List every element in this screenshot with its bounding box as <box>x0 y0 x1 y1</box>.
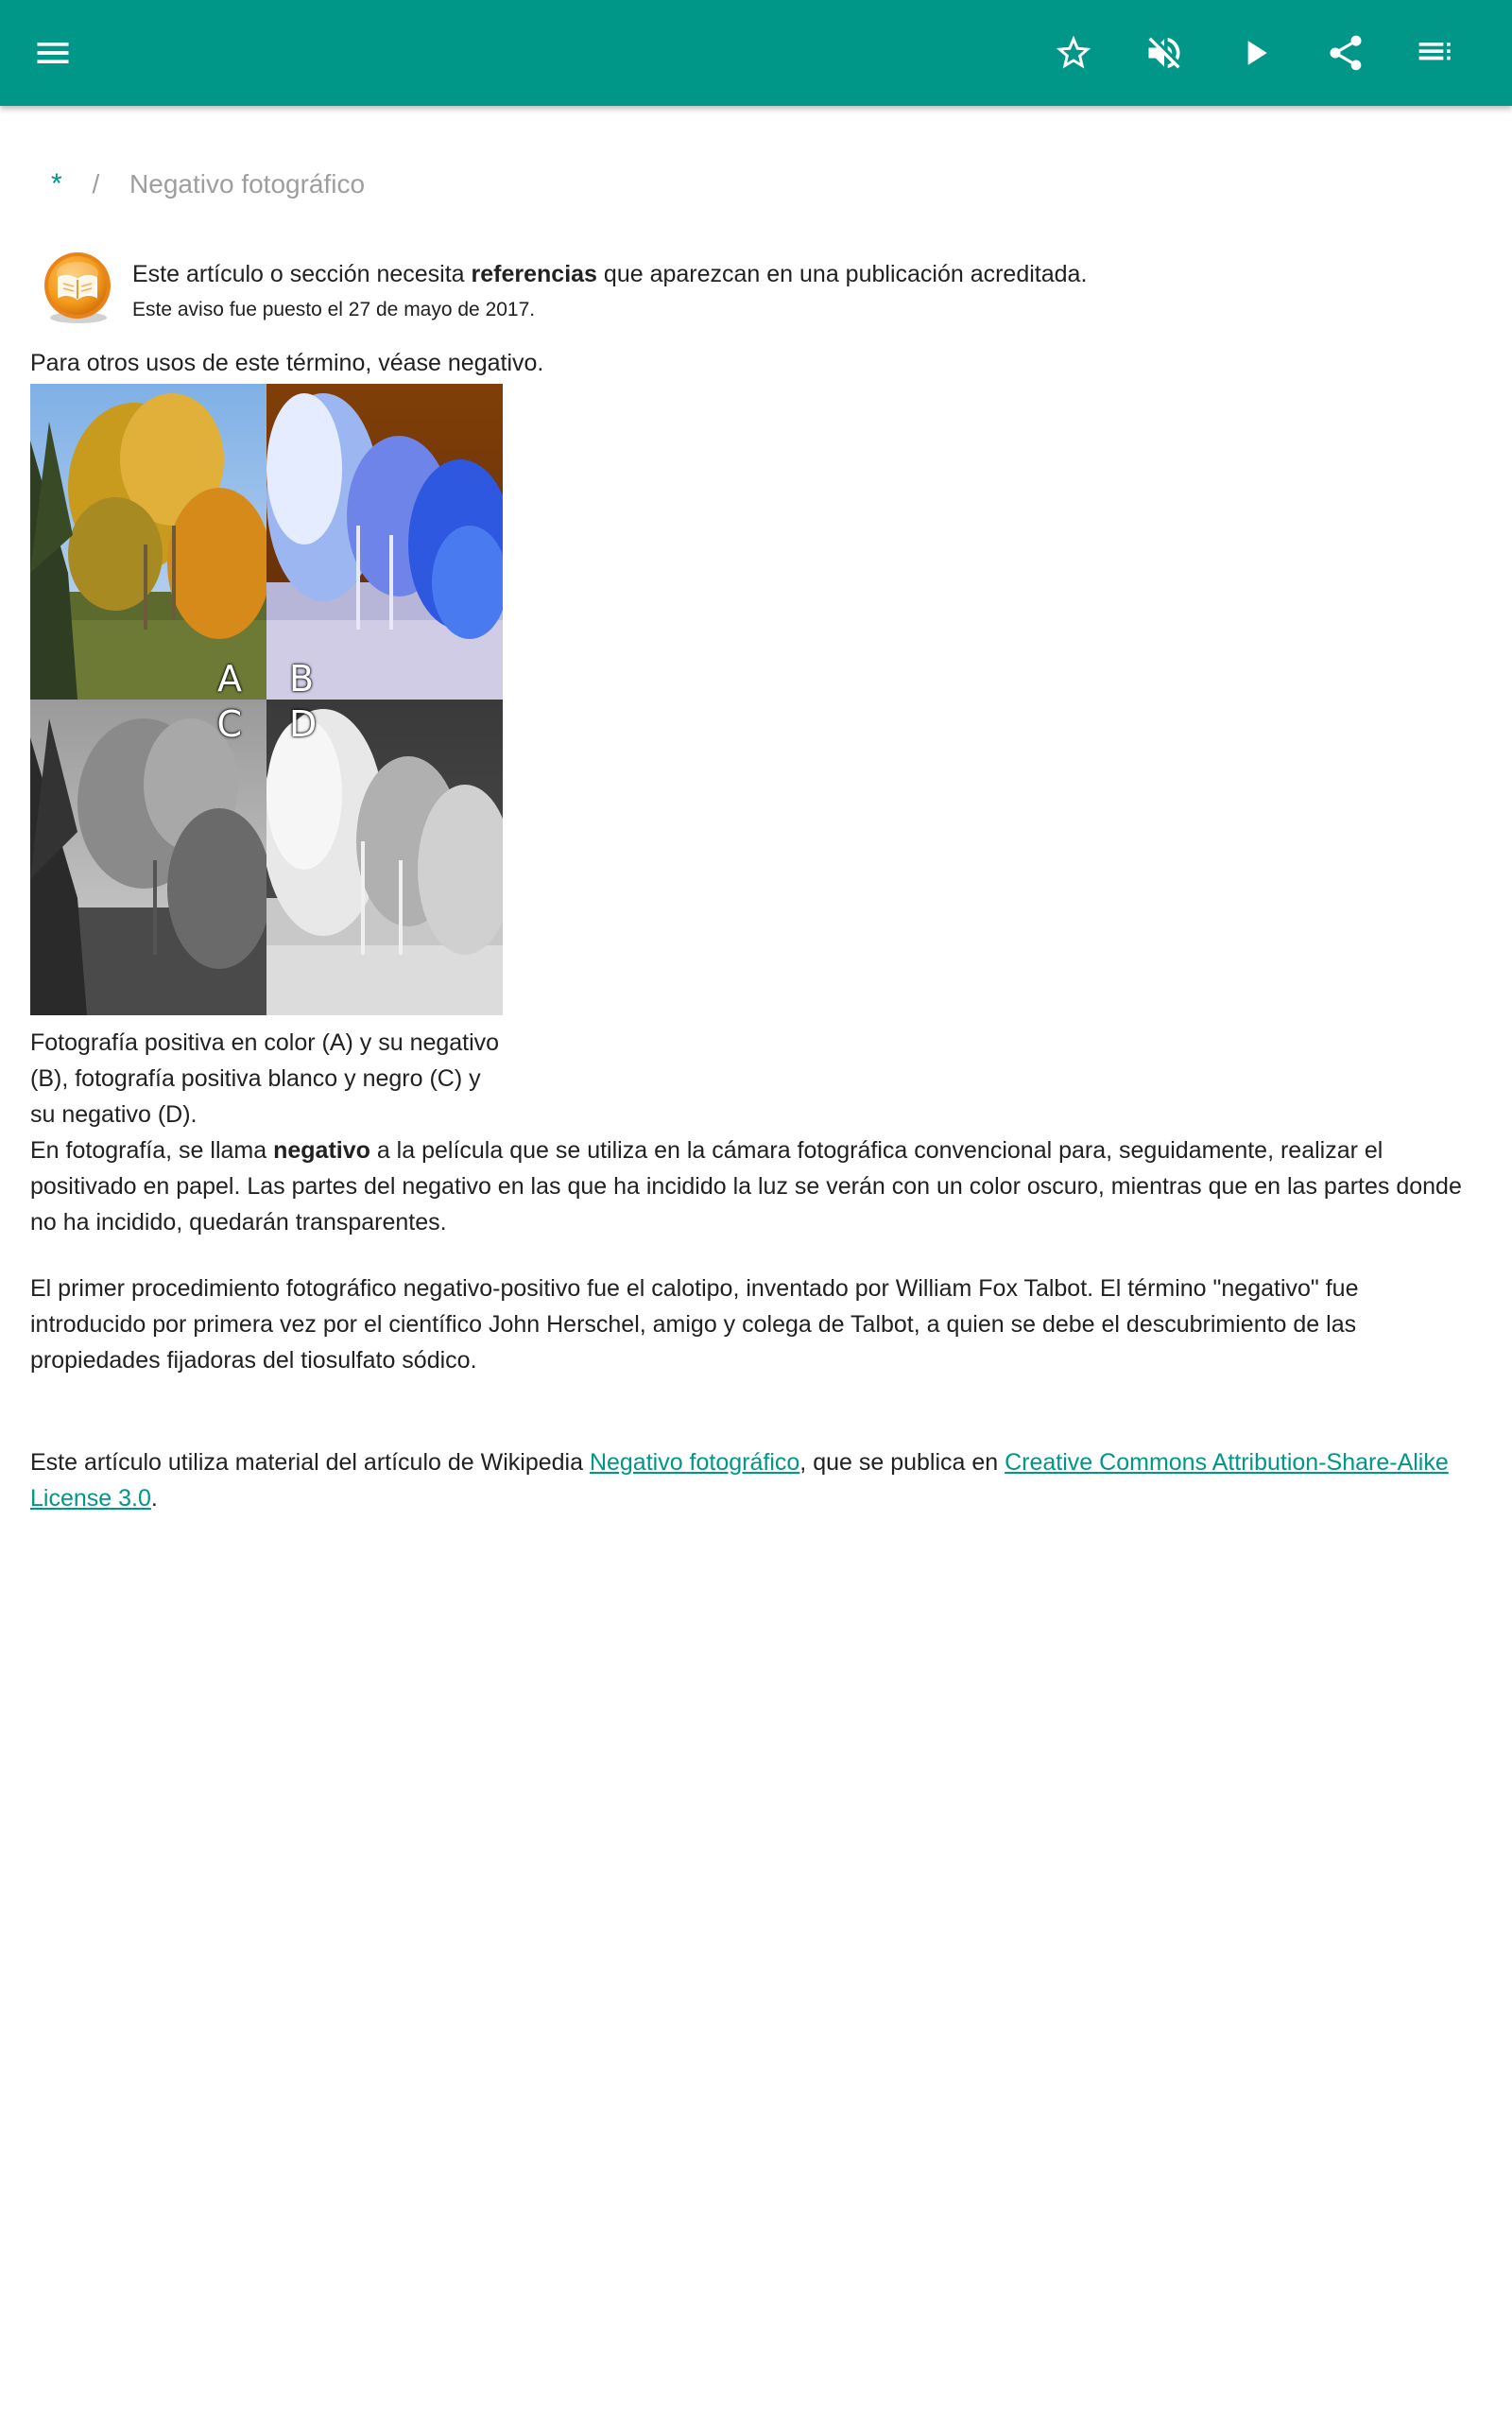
notice-text-part: que aparezcan en una publicación acreditada. <box>596 261 1088 287</box>
photo-positive-bw <box>30 700 266 1015</box>
breadcrumb-home[interactable]: * <box>51 168 62 199</box>
attribution-text: , que se publica en <box>799 1449 1005 1476</box>
volume-off-icon[interactable] <box>1134 23 1194 83</box>
playlist-icon[interactable] <box>1406 23 1467 83</box>
app-toolbar <box>0 0 1512 106</box>
breadcrumb-separator: / <box>92 169 100 199</box>
license-link[interactable]: Creative Commons Attribution-Share-Alike License 3.0 <box>30 1449 1449 1512</box>
notice-text-bold: referencias <box>471 261 597 287</box>
wikipedia-article-link[interactable]: Negativo fotográfico <box>589 1449 800 1476</box>
figure-label-b: B <box>289 658 315 700</box>
figure-label-c: C <box>216 703 242 745</box>
notice-date: Este aviso fue puesto el 27 de mayo de 2017. <box>132 299 536 320</box>
paragraph-intro <box>30 1132 1467 1240</box>
photo-negative-bw <box>266 700 503 1015</box>
notice-text-part: Este artículo o sección necesita <box>132 261 472 287</box>
article-image[interactable] <box>30 384 503 1015</box>
attribution <box>30 1444 1467 1516</box>
paragraph-history: El primer procedimiento fotográfico negativo-positivo fue el calotipo, inventado por William Fox Talbot. El término "negativo" fue introducido por primera vez por el científico John Herschel, amigo y colega de Talbot, a quien se debe el descubrimiento de las propiedades fijadoras del tiosulfato sódico. <box>30 1275 1359 1374</box>
photo-negative-color <box>266 384 503 700</box>
figure-label-a: A <box>217 658 242 700</box>
menu-icon[interactable] <box>23 23 83 83</box>
notice-text <box>132 259 1087 289</box>
play-icon[interactable] <box>1225 23 1285 83</box>
paragraph-bold: negativo <box>273 1137 370 1164</box>
paragraph-text: a la película que se utiliza en la cámara fotográfica convencional para, seguidamente, realizar el positivado en papel. Las partes del negativo en las que ha incidido la luz se verán con un color oscuro, mientras que en las partes donde no ha incidido, quedarán transparentes. <box>30 1137 1462 1236</box>
hatnote: Para otros usos de este término, véase negativo. <box>30 350 544 376</box>
attribution-text: Este artículo utiliza material del artículo de Wikipedia <box>30 1449 590 1476</box>
paragraph-text: En fotografía, se llama <box>30 1137 274 1164</box>
star-outline-icon[interactable] <box>1043 23 1104 83</box>
references-notice <box>38 250 1474 331</box>
breadcrumb <box>51 168 365 200</box>
photo-positive-color <box>30 384 266 700</box>
share-icon[interactable] <box>1315 23 1376 83</box>
book-icon <box>38 250 117 329</box>
figure-label-d: D <box>289 703 318 745</box>
figure-caption: Fotografía positiva en color (A) y su negativo (B), fotografía positiva blanco y negro (C) y su negativo (D). <box>30 1029 500 1128</box>
attribution-text: . <box>150 1485 158 1512</box>
breadcrumb-current: Negativo fotográfico <box>129 169 366 199</box>
